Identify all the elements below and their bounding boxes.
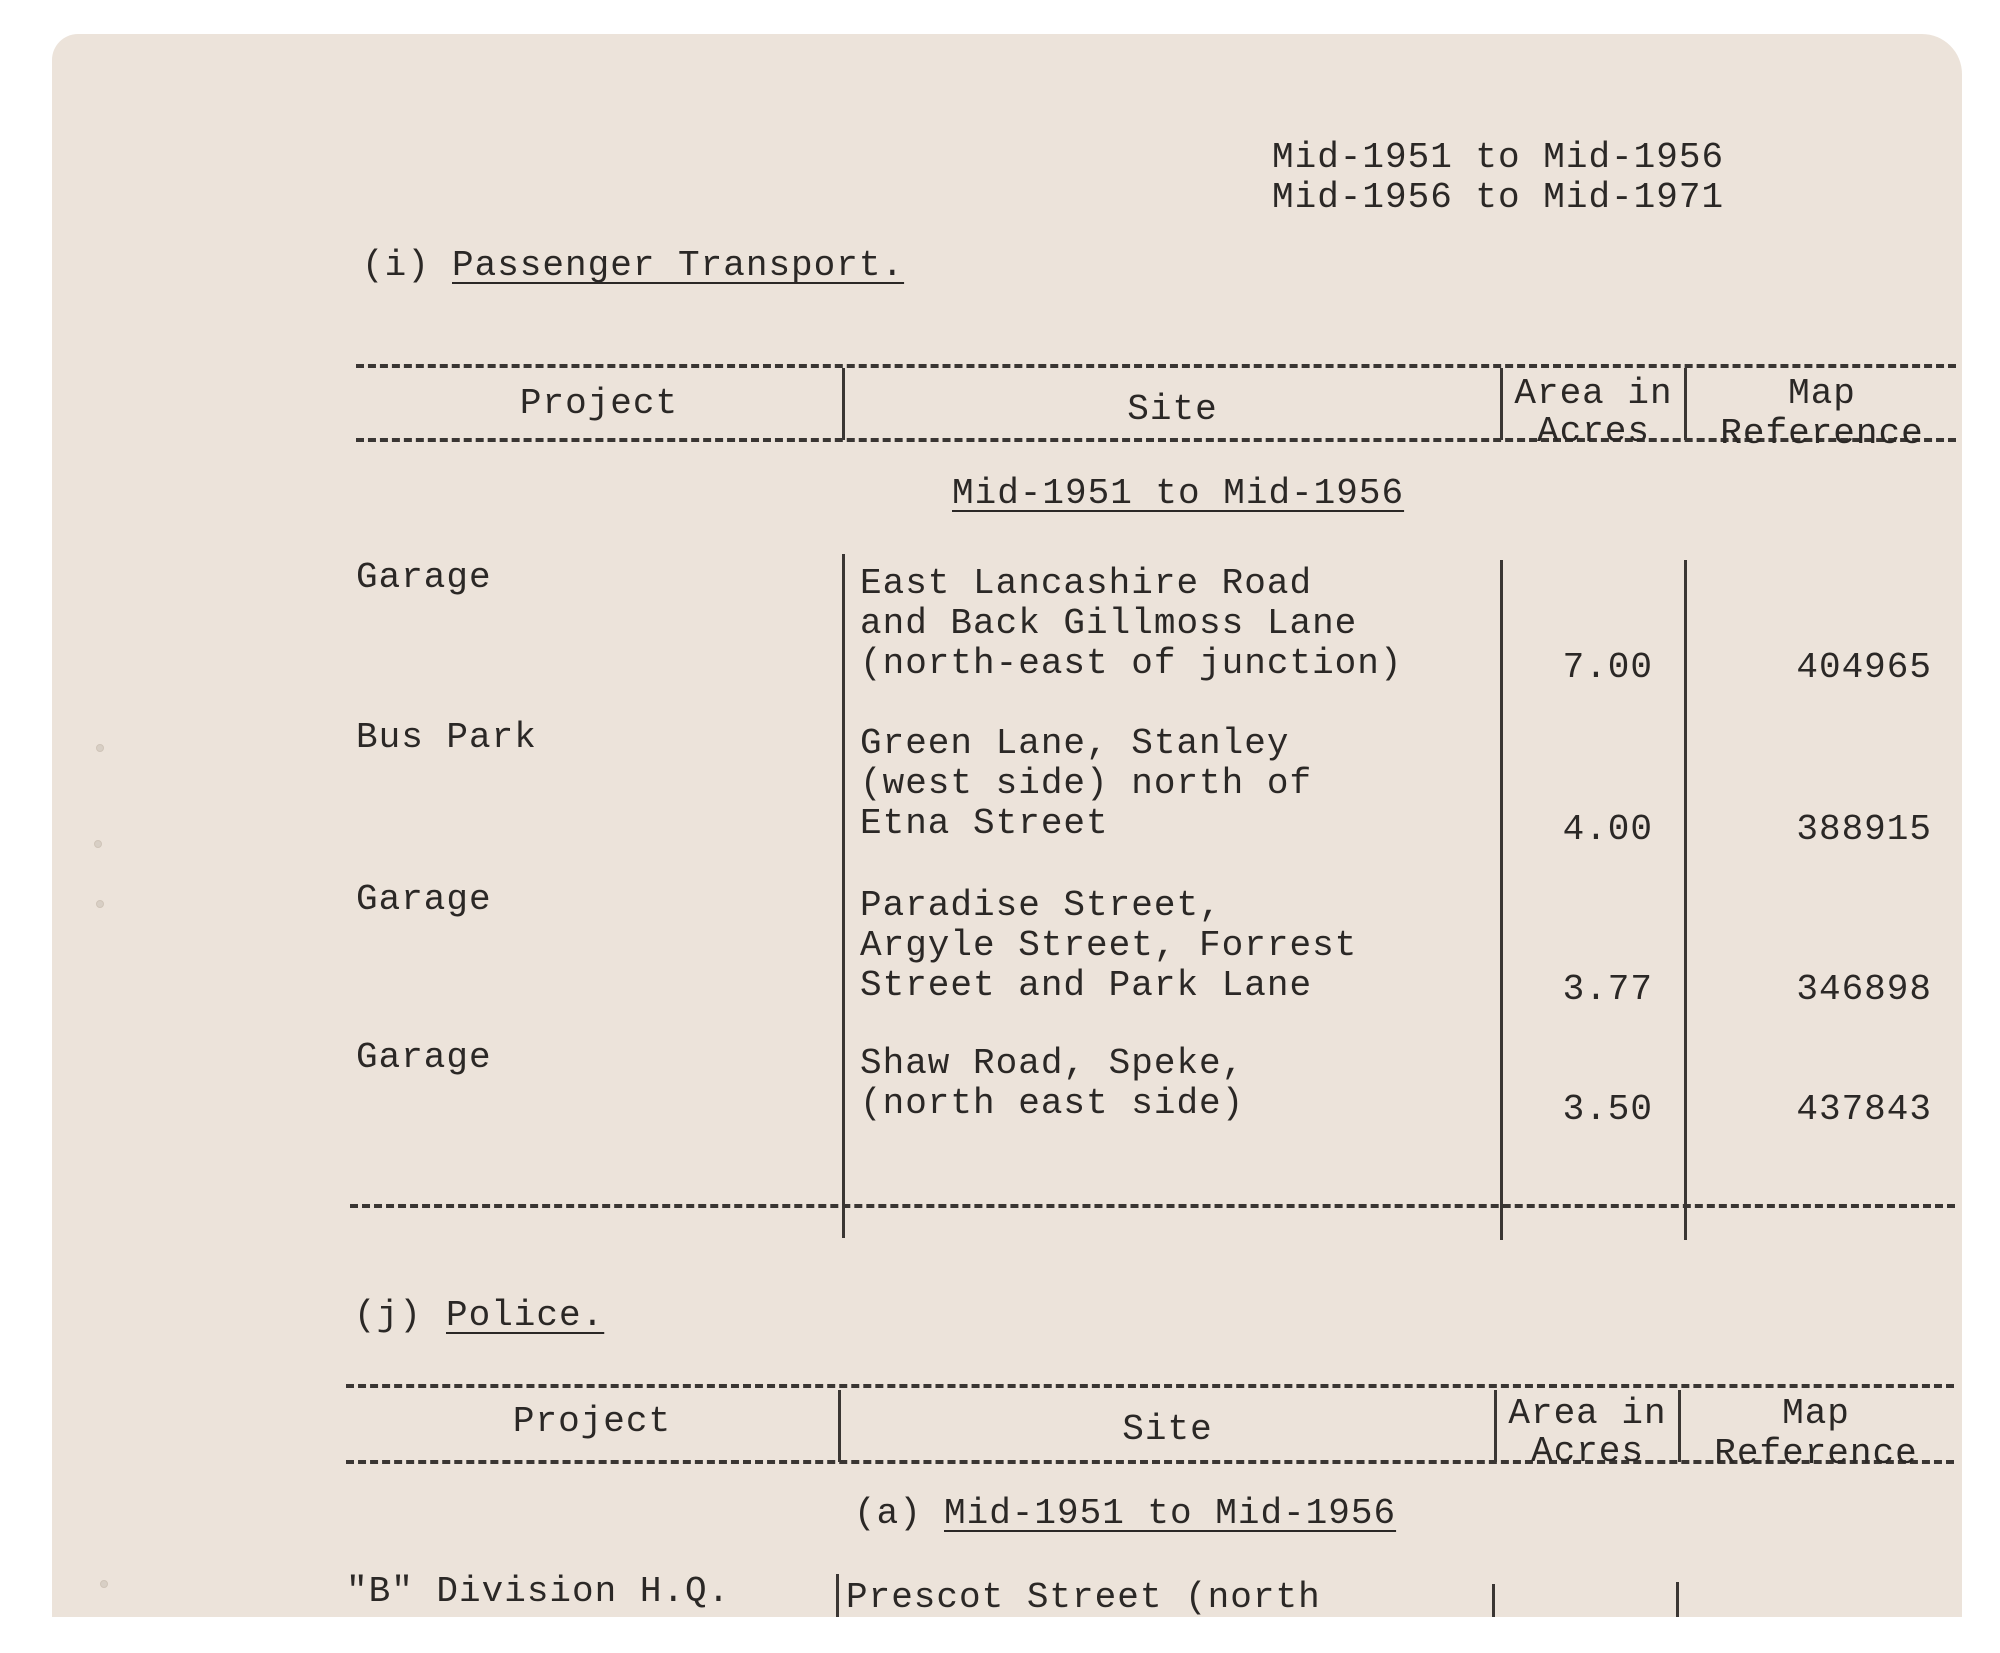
- table-i-period: Mid-1951 to Mid-1956: [952, 473, 1405, 514]
- table-i-row-4-area: 3.50: [1562, 1089, 1653, 1130]
- header-line-2: Mid-1956 to Mid-1971: [1272, 177, 1725, 218]
- header-line-1: Mid-1951 to Mid-1956: [1272, 137, 1725, 178]
- section-i-title: Passenger Transport.: [452, 245, 905, 286]
- table-j-col-area-l2: Acres: [1530, 1431, 1645, 1472]
- table-j-col-site: Site: [1122, 1409, 1213, 1450]
- section-j-title: Police.: [446, 1295, 605, 1336]
- table-i-row-4-site-2: (north east side): [860, 1083, 1245, 1124]
- document-page: [52, 34, 1962, 1617]
- table-j-col-project: Project: [512, 1401, 672, 1442]
- table-i-row-4-site-1: Shaw Road, Speke,: [860, 1043, 1245, 1084]
- table-i-col-area-l1: Area in: [1514, 373, 1673, 414]
- table-i-row-4-map: 437843: [1796, 1089, 1932, 1130]
- table-i-col-site: Site: [1127, 389, 1218, 430]
- table-j-top-rule: [346, 1384, 1954, 1388]
- table-i-bottom-rule: [350, 1204, 1955, 1208]
- punch-mark: [94, 840, 102, 848]
- table-i-row-1-map: 404965: [1796, 647, 1932, 688]
- table-j-row-1-site-1: Prescot Street (north: [846, 1577, 1321, 1617]
- table-i-row-3-area: 3.77: [1562, 969, 1653, 1010]
- table-j-divider-2-body: [1492, 1584, 1495, 1617]
- table-i-row-3-site-1: Paradise Street,: [860, 885, 1222, 926]
- table-i-col-area-l2: Acres: [1536, 411, 1651, 452]
- table-j-col-area-l1: Area in: [1508, 1393, 1667, 1434]
- table-j-divider-3-body: [1676, 1582, 1679, 1617]
- table-i-row-2-map: 388915: [1796, 809, 1932, 850]
- table-i-row-3-map: 346898: [1796, 969, 1932, 1010]
- table-i-row-2-site-3: Etna Street: [860, 803, 1109, 844]
- table-j-row-1-project: "B" Division H.Q.: [346, 1571, 731, 1612]
- table-j-period: Mid-1951 to Mid-1956: [944, 1493, 1397, 1534]
- table-i-row-2-area: 4.00: [1562, 809, 1653, 850]
- table-j-divider-1-body: [836, 1574, 839, 1617]
- table-i-row-2-site-1: Green Lane, Stanley: [860, 723, 1290, 764]
- table-j-col-map-l2: Reference: [1714, 1433, 1918, 1474]
- table-i-col-map-l1: Map: [1788, 373, 1856, 414]
- punch-mark: [96, 744, 104, 752]
- table-i-row-2-project: Bus Park: [356, 717, 537, 758]
- section-j-label: (j): [354, 1295, 422, 1336]
- punch-mark: [100, 1580, 108, 1588]
- table-j-col-map-l1: Map: [1782, 1393, 1850, 1434]
- table-i-col-map-l2: Reference: [1720, 413, 1924, 454]
- table-i-row-1-site-1: East Lancashire Road: [860, 563, 1313, 604]
- table-i-row-2-site-2: (west side) north of: [860, 763, 1313, 804]
- table-i-row-4-project: Garage: [356, 1037, 492, 1078]
- table-i-row-1-project: Garage: [356, 557, 492, 598]
- table-i-row-1-site-2: and Back Gillmoss Lane: [860, 603, 1358, 644]
- table-i-divider-1-body: [842, 554, 845, 1238]
- table-i-row-3-project: Garage: [356, 879, 492, 920]
- table-i-top-rule: [356, 364, 1956, 368]
- section-i-label: (i): [362, 245, 430, 286]
- table-j-period-label: (a): [854, 1493, 922, 1534]
- table-i-row-3-site-2: Argyle Street, Forrest: [860, 925, 1358, 966]
- punch-mark: [96, 900, 104, 908]
- table-i-row-1-area: 7.00: [1562, 647, 1653, 688]
- table-i-col-project: Project: [519, 383, 679, 424]
- table-i-row-1-site-3: (north-east of junction): [860, 643, 1403, 684]
- table-i-row-3-site-3: Street and Park Lane: [860, 965, 1313, 1006]
